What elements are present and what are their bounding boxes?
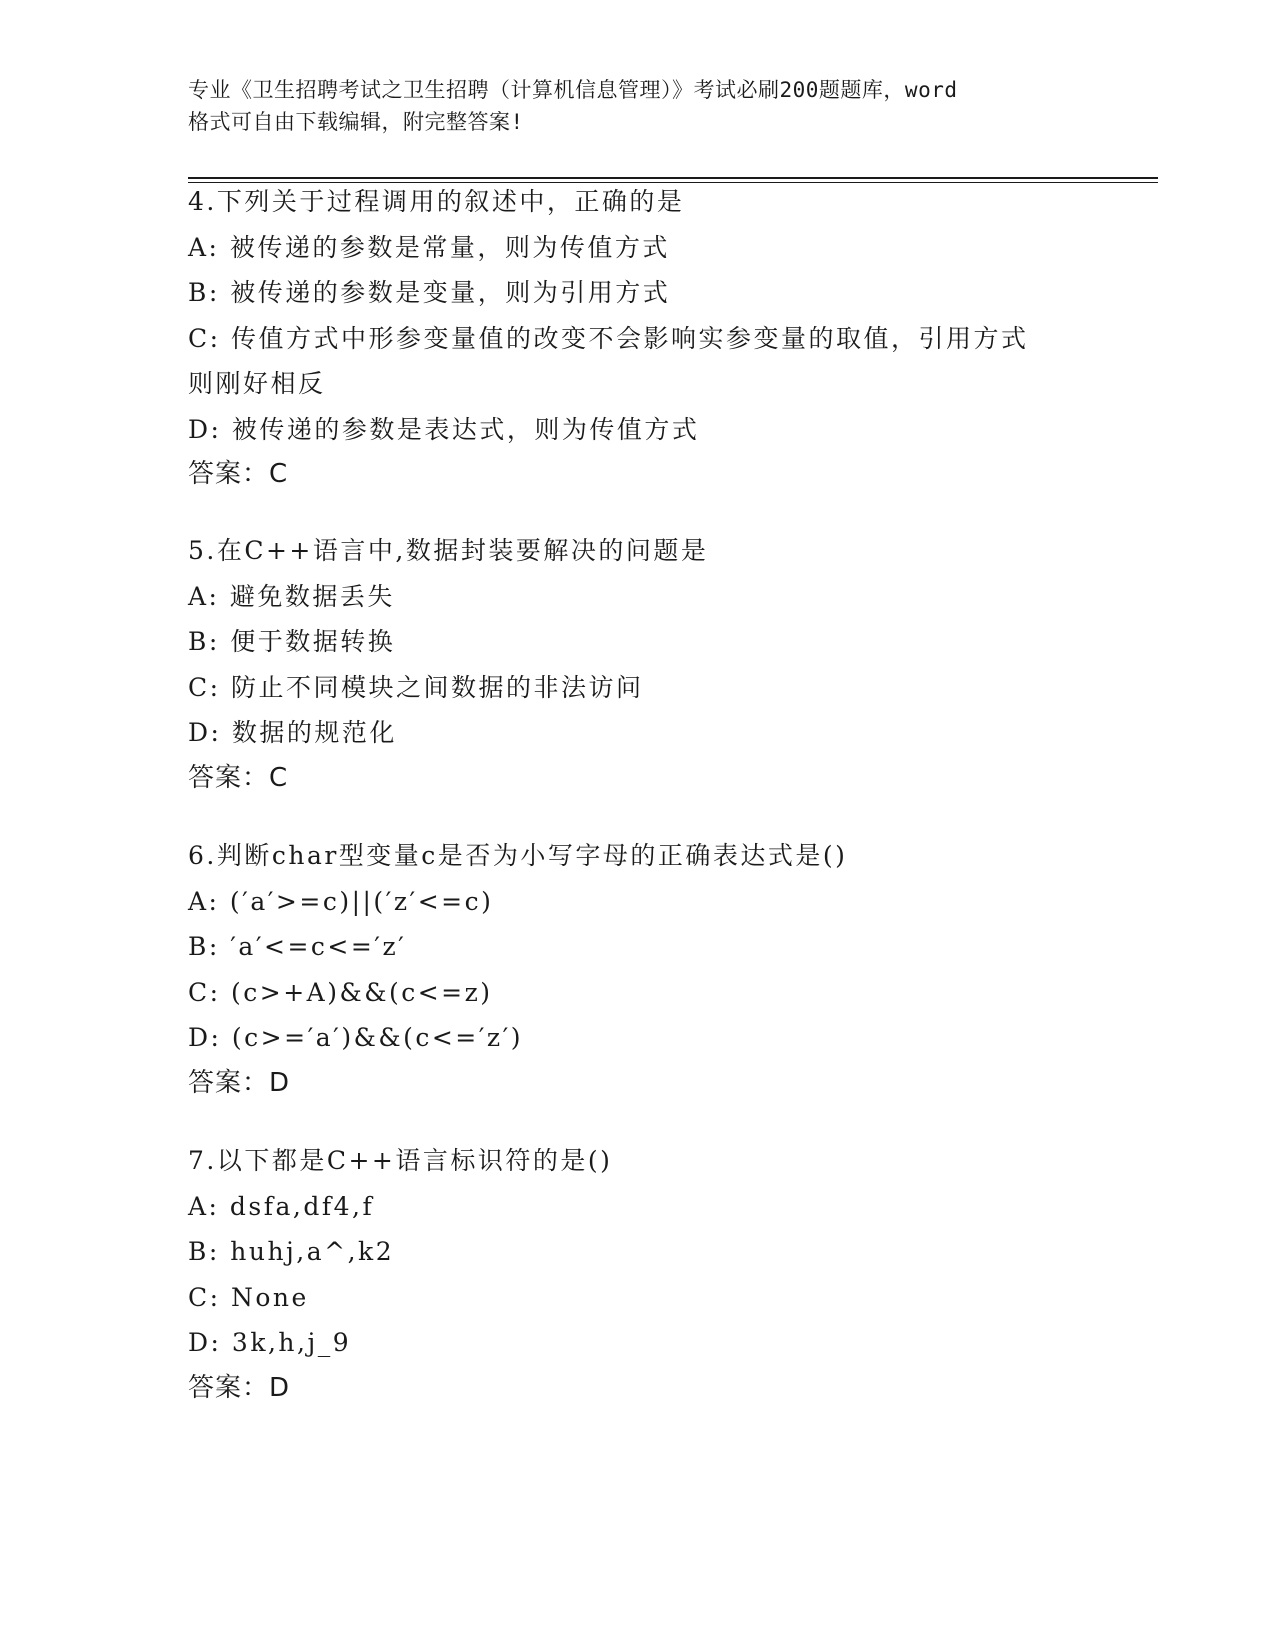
question-5	[188, 528, 1088, 801]
question-stem: 7.以下都是C++语言标识符的是()	[188, 1146, 613, 1175]
header-title-line-1: 专业《卫生招聘考试之卫生招聘（计算机信息管理）》考试必刷200题题库，word	[188, 78, 958, 102]
question-4	[188, 179, 1088, 498]
option-b: B: ′a′<=c<=′z′	[188, 932, 407, 961]
option-c-continued: 则刚好相反	[188, 369, 326, 398]
option-d: D: 数据的规范化	[188, 718, 397, 747]
option-b: B: 被传递的参数是变量，则为引用方式	[188, 278, 671, 307]
option-d: D: (c>=′a′)&&(c<=′z′)	[188, 1023, 524, 1052]
option-a: A: 避免数据丢失	[188, 581, 395, 611]
document-header	[188, 74, 1088, 138]
option-a: A: (′a′>=c)||(′z′<=c)	[188, 886, 494, 916]
option-c: C: 传值方式中形参变量值的改变不会影响实参变量的取值，引用方式	[188, 323, 1029, 353]
answer-label: 答案：C	[188, 459, 289, 489]
header-title-line-2: 格式可自由下载编辑，附完整答案!	[188, 110, 524, 134]
question-stem: 6.判断char型变量c是否为小写字母的正确表达式是()	[188, 841, 848, 870]
answer-label: 答案：D	[188, 1372, 291, 1403]
question-7	[188, 1138, 1088, 1411]
option-d: D: 被传递的参数是表达式，则为传值方式	[188, 414, 700, 444]
option-d: D: 3k,h,j_9	[188, 1328, 352, 1357]
option-c: C: None	[188, 1282, 309, 1312]
question-stem: 5.在C++语言中,数据封装要解决的问题是	[188, 536, 709, 565]
answer-label: 答案：D	[188, 1067, 291, 1098]
option-b: B: 便于数据转换	[188, 627, 396, 656]
question-6	[188, 833, 1088, 1106]
answer-label: 答案：C	[188, 762, 289, 793]
option-a: A: 被传递的参数是常量，则为传值方式	[188, 232, 670, 262]
question-stem: 4.下列关于过程调用的叙述中，正确的是	[188, 187, 685, 216]
option-c: C: (c>+A)&&(c<=z)	[188, 977, 493, 1007]
option-b: B: huhj,a^,k2	[188, 1237, 395, 1266]
option-c: C: 防止不同模块之间数据的非法访问	[188, 672, 644, 702]
option-a: A: dsfa,df4,f	[188, 1191, 375, 1221]
